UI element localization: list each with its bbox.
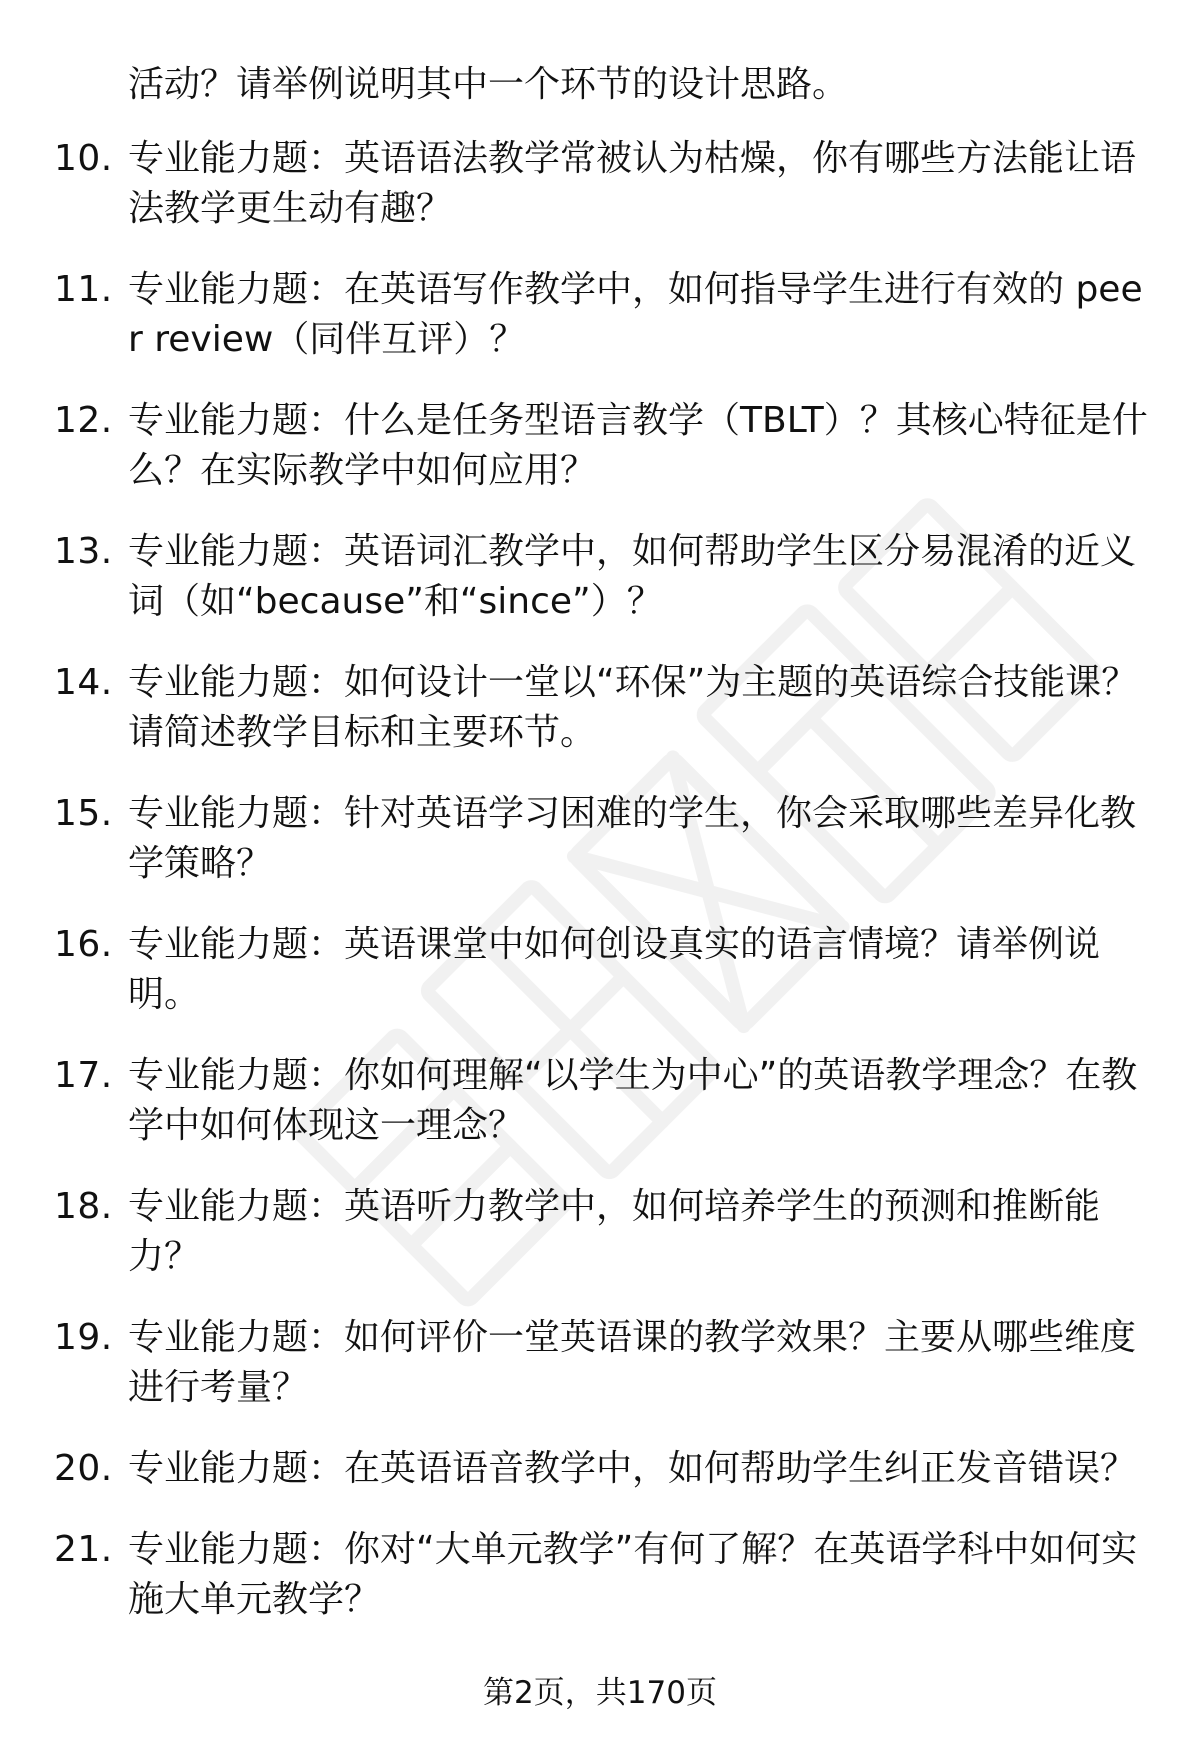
list-item bbox=[54, 1313, 1154, 1413]
item-number: 13. bbox=[54, 531, 113, 572]
list-item bbox=[54, 1525, 1154, 1625]
item-number: 14. bbox=[54, 662, 113, 703]
item-text: 专业能力题：针对英语学习困难的学生，你会采取哪些差异化教学策略？ bbox=[128, 793, 1137, 884]
list-item bbox=[54, 265, 1154, 365]
item-text: 专业能力题：英语语法教学常被认为枯燥，你有哪些方法能让语法教学更生动有趣？ bbox=[128, 138, 1137, 229]
item-number: 15. bbox=[54, 793, 113, 834]
item-number: 20. bbox=[54, 1448, 113, 1489]
item-number: 11. bbox=[54, 269, 113, 310]
list-item bbox=[54, 1444, 1154, 1494]
item-text: 专业能力题：如何设计一堂以“环保”为主题的英语综合技能课？请简述教学目标和主要环节。 bbox=[128, 662, 1138, 753]
item-text: 专业能力题：英语词汇教学中，如何帮助学生区分易混淆的近义词（如“because”和“since”）？ bbox=[128, 531, 1137, 622]
item-number: 16. bbox=[54, 924, 113, 965]
page-footer: 第2页，共170页 bbox=[483, 1675, 717, 1711]
list-item bbox=[54, 1051, 1154, 1151]
list-item bbox=[54, 920, 1154, 1020]
item-text: 专业能力题：在英语写作教学中，如何指导学生进行有效的 peer review（同伴互评）？ bbox=[128, 269, 1143, 360]
item-number: 10. bbox=[54, 138, 113, 179]
question-list bbox=[54, 60, 1154, 1656]
continuation-text: 活动？请举例说明其中一个环节的设计思路。 bbox=[128, 64, 849, 105]
item-number: 12. bbox=[54, 400, 113, 441]
item-text: 专业能力题：英语听力教学中，如何培养学生的预测和推断能力？ bbox=[128, 1186, 1101, 1277]
item-number: 21. bbox=[54, 1529, 113, 1570]
item-text: 专业能力题：英语课堂中如何创设真实的语言情境？请举例说明。 bbox=[128, 924, 1101, 1015]
item-text: 专业能力题：如何评价一堂英语课的教学效果？主要从哪些维度进行考量？ bbox=[128, 1317, 1137, 1408]
list-item bbox=[54, 527, 1154, 627]
item-number: 17. bbox=[54, 1055, 113, 1096]
list-item bbox=[54, 396, 1154, 496]
item-number: 19. bbox=[54, 1317, 113, 1358]
list-item bbox=[54, 658, 1154, 758]
item-text: 专业能力题：什么是任务型语言教学（TBLT）？其核心特征是什么？在实际教学中如何应用？ bbox=[128, 400, 1148, 491]
item-text: 专业能力题：你如何理解“以学生为中心”的英语教学理念？在教学中如何体现这一理念？ bbox=[128, 1055, 1138, 1146]
list-item bbox=[54, 789, 1154, 889]
item-text: 专业能力题：你对“大单元教学”有何了解？在英语学科中如何实施大单元教学？ bbox=[128, 1529, 1138, 1620]
list-item bbox=[54, 134, 1154, 234]
item-text: 专业能力题：在英语语音教学中，如何帮助学生纠正发音错误？ bbox=[128, 1448, 1137, 1489]
item-number: 18. bbox=[54, 1186, 113, 1227]
list-item bbox=[54, 1182, 1154, 1282]
